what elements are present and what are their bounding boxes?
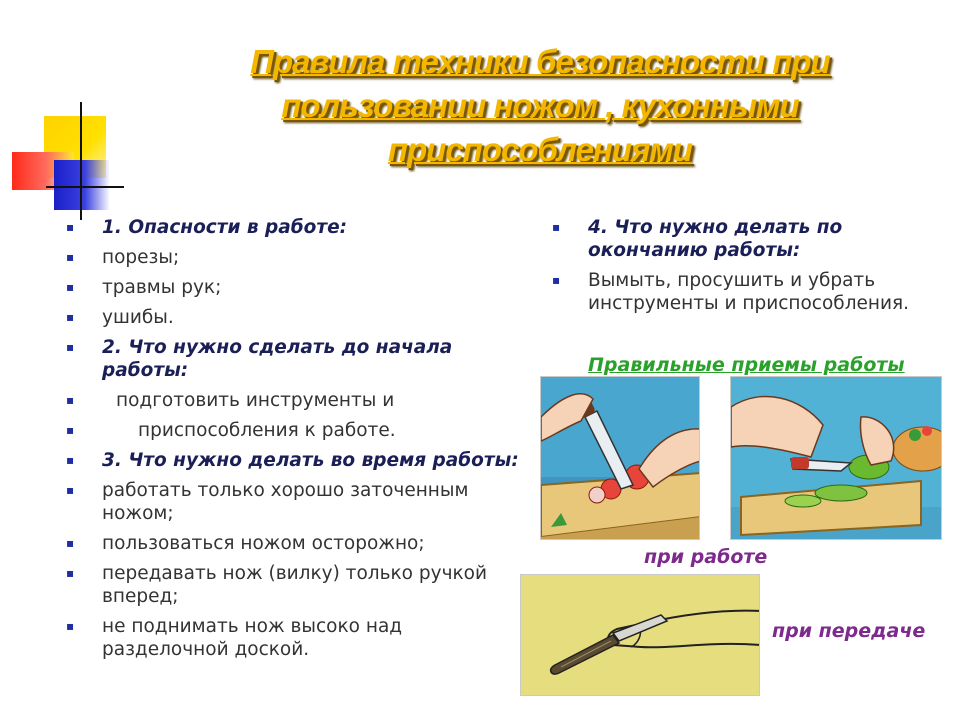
list-item-text: ▪ подготовить инструменты и: [116, 390, 395, 411]
caption-correct-techniques: Правильные приемы работы: [588, 354, 905, 376]
title-line-1: Правила техники безопасности при: [250, 43, 830, 80]
list-item-text: ▪ 3. Что нужно делать во время работы:: [102, 450, 519, 471]
list-item: [66, 389, 526, 412]
knife-passing-illustration-icon: [521, 575, 760, 696]
list-item-text: ▪ травмы рук;: [102, 277, 222, 298]
vertical-line: [80, 102, 82, 220]
list-item: [66, 449, 526, 472]
list-item-text: ▪ передавать нож (вилку) только ручкой вперед;: [102, 563, 488, 607]
left-bullet-list: [66, 216, 526, 668]
list-item-text: ▪ приспособления к работе.: [138, 420, 396, 441]
illustration-passing: [520, 574, 760, 696]
list-item-text: ▪ 2. Что нужно сделать до начала работы:: [102, 337, 453, 381]
blue-square: [54, 160, 110, 210]
list-item-text: ▪ работать только хорошо заточенным ножом;: [102, 480, 469, 524]
list-item-text: ▪ порезы;: [102, 247, 180, 268]
slicing-illustration-icon: [731, 377, 942, 540]
list-item: [66, 276, 526, 299]
page-title: [160, 40, 920, 172]
caption-at-passing: при передаче: [772, 620, 926, 642]
list-item-text: ▪ 4. Что нужно делать по окончанию работы:: [588, 217, 843, 261]
list-item-text: ▪ не поднимать нож высоко над разделочной доской.: [102, 616, 403, 660]
title-line-3: приспособлениями: [387, 131, 693, 168]
horizontal-line: [46, 186, 124, 188]
list-item-text: ▪ Вымыть, просушить и убрать инструменты и приспособления.: [588, 270, 910, 314]
list-item: [66, 419, 526, 442]
list-item: [66, 336, 526, 382]
list-item: [66, 615, 526, 661]
list-item: [66, 306, 526, 329]
caption-at-work: при работе: [644, 546, 768, 568]
illustration-cutting: [540, 376, 700, 540]
decorative-squares: [0, 0, 140, 220]
list-item: [552, 269, 932, 315]
right-bullet-list: [552, 216, 932, 322]
list-item: [66, 479, 526, 525]
illustration-slicing: [730, 376, 942, 540]
title-line-2: пользовании ножом , кухонными: [281, 87, 799, 124]
list-item-text: ▪ 1. Опасности в работе:: [102, 217, 348, 238]
list-item-text: ▪ пользоваться ножом осторожно;: [102, 533, 425, 554]
cutting-illustration-icon: [541, 377, 700, 540]
list-item: [552, 216, 932, 262]
list-item: [66, 246, 526, 269]
list-item: [66, 216, 526, 239]
list-item-text: ▪ ушибы.: [102, 307, 174, 328]
list-item: [66, 532, 526, 555]
list-item: [66, 562, 526, 608]
